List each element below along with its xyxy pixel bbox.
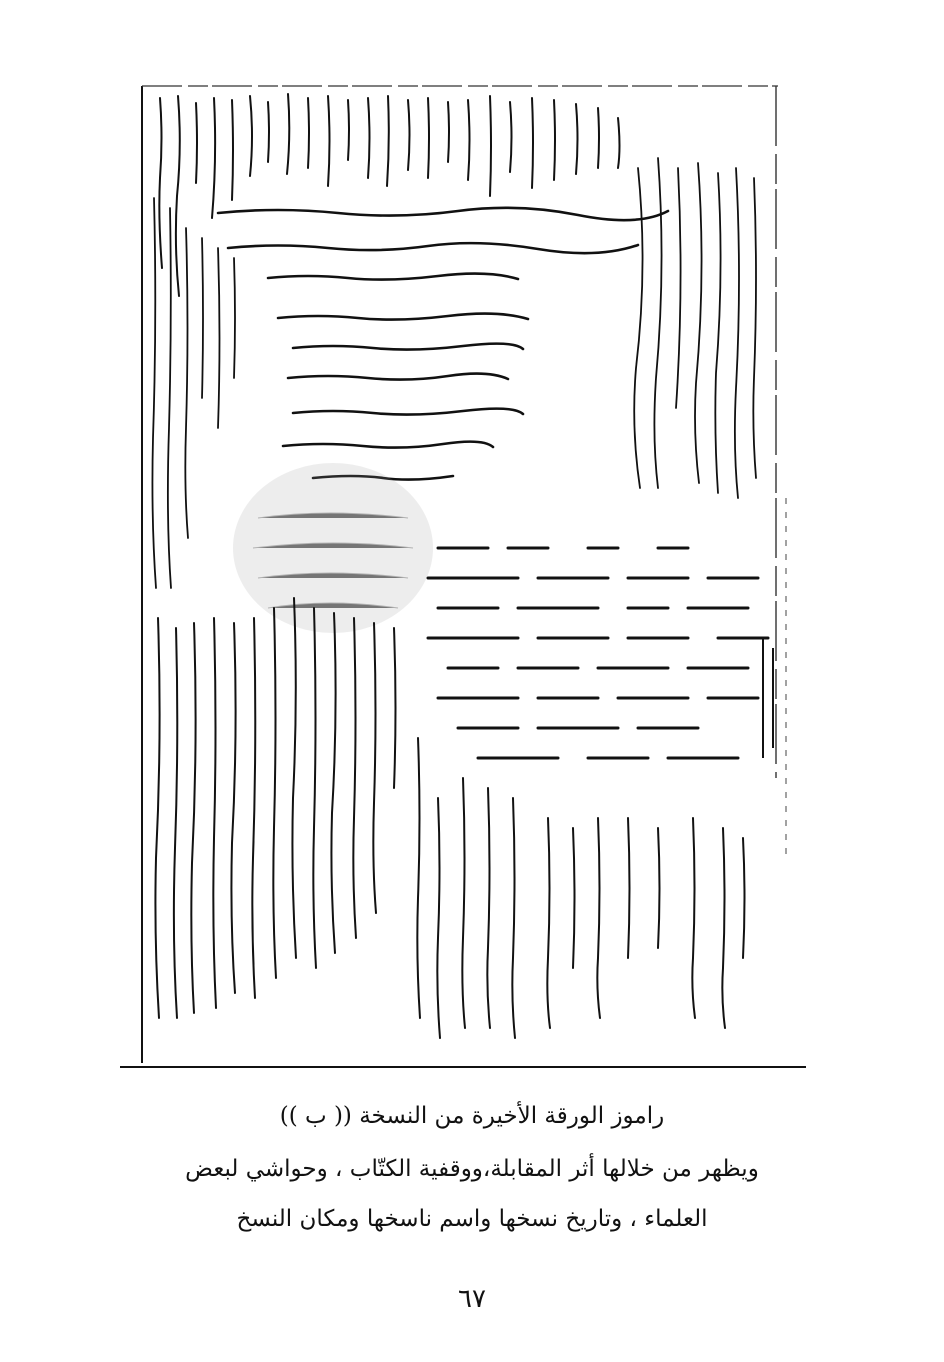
page-rule — [120, 1066, 806, 1068]
caption-title: راموز الورقة الأخيرة من النسخة (( ب )) — [279, 1103, 665, 1129]
manuscript-facsimile — [118, 78, 808, 1063]
manuscript-image — [118, 78, 808, 1063]
page-number: ٦٧ — [458, 1284, 486, 1314]
caption-line-3: العلماء ، وتاريخ نسخها واسم ناسخها ومكان النسخ — [236, 1206, 708, 1232]
caption-line-2: ويظهر من خلالها أثر المقابلة،ووقفية الكتّاب ، وحواشي لبعض — [185, 1156, 759, 1182]
